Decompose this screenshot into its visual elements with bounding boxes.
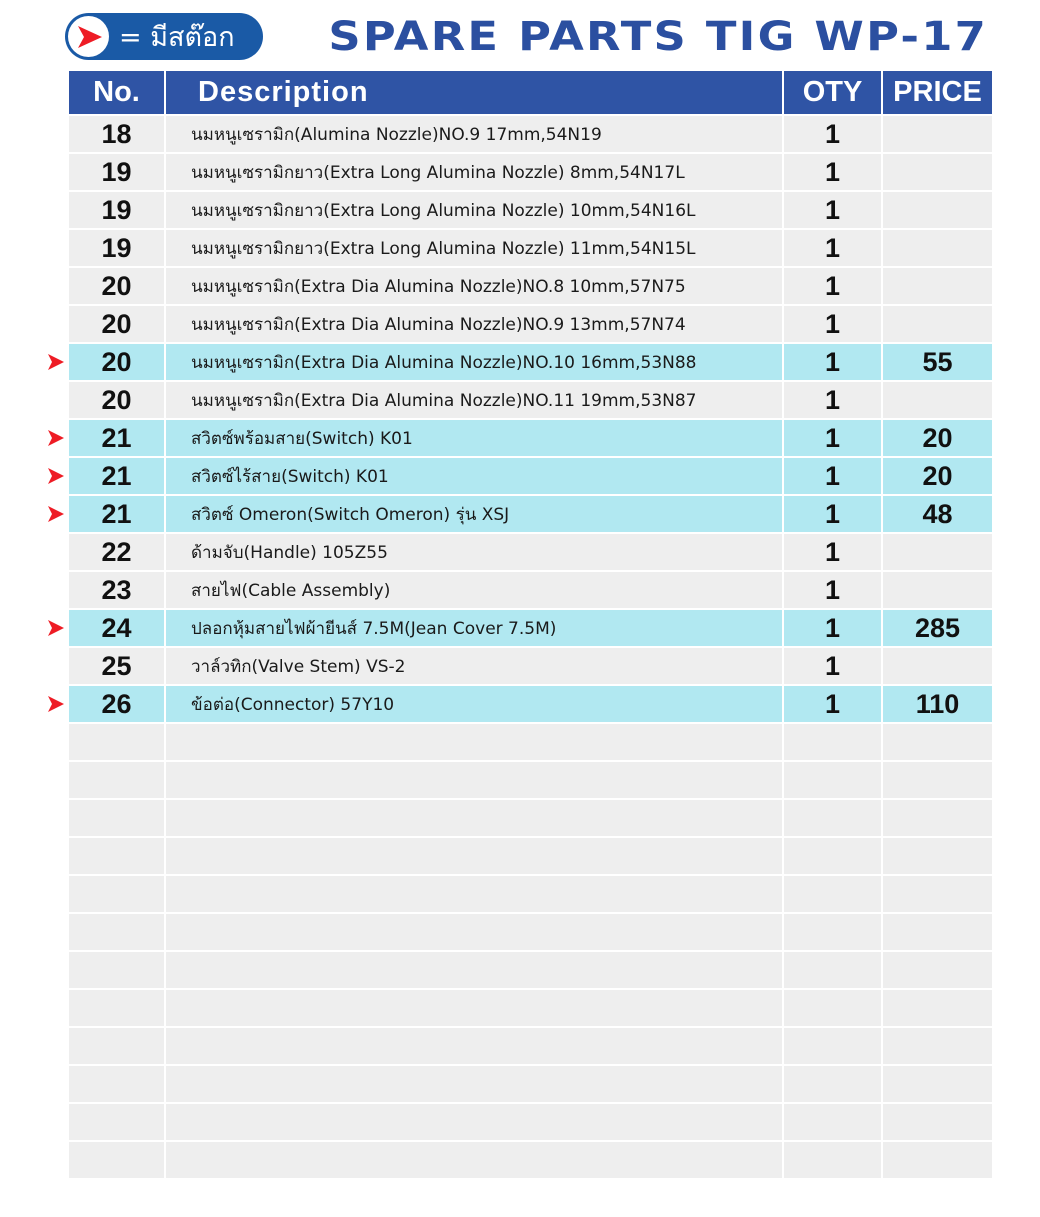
table-row [69,1066,992,1102]
cell-no [69,914,164,950]
cell-qty: 1 [784,496,881,532]
cell-price: 285 [883,610,992,646]
cell-description: นมหนูเซรามิกยาว(Extra Long Alumina Nozzle) 8mm,54N17L [166,154,782,190]
table-row [69,724,992,760]
cell-qty: 1 [784,230,881,266]
cell-qty [784,952,881,988]
table-row [69,952,992,988]
cell-description [166,838,782,874]
cell-no: 20 [69,306,164,342]
cell-description: นมหนูเซรามิก(Extra Dia Alumina Nozzle)NO.10 16mm,53N88 [166,344,782,380]
cell-description: นมหนูเซรามิก(Extra Dia Alumina Nozzle)NO.8 10mm,57N75 [166,268,782,304]
table-row [69,496,992,532]
cell-price: 110 [883,686,992,722]
cell-description [166,1028,782,1064]
cell-description: ด้ามจับ(Handle) 105Z55 [166,534,782,570]
cell-description: สวิตซ์ Omeron(Switch Omeron) รุ่น XSJ [166,496,782,532]
cell-no [69,724,164,760]
cell-description [166,1142,782,1178]
cell-no: 20 [69,382,164,418]
cell-price [883,648,992,684]
cell-price [883,306,992,342]
cell-qty: 1 [784,268,881,304]
cell-description: นมหนูเซรามิกยาว(Extra Long Alumina Nozzle) 10mm,54N16L [166,192,782,228]
cell-price: 20 [883,458,992,494]
table-row [69,382,992,418]
cell-no [69,838,164,874]
cell-no: 19 [69,192,164,228]
in-stock-arrow-icon [47,467,65,485]
legend-label: = มีสต๊อก [119,22,235,53]
cell-qty [784,1142,881,1178]
cell-no: 26 [69,686,164,722]
cell-description [166,762,782,798]
cell-price [883,1028,992,1064]
cell-no: 20 [69,268,164,304]
table-row [69,648,992,684]
cell-qty: 1 [784,344,881,380]
table-row [69,1142,992,1178]
cell-price: 48 [883,496,992,532]
cell-description [166,952,782,988]
cell-qty [784,914,881,950]
cell-price [883,952,992,988]
cell-qty [784,876,881,912]
cell-price [883,876,992,912]
cell-no: 23 [69,572,164,608]
table-row [69,876,992,912]
cell-price [883,990,992,1026]
cell-qty: 1 [784,534,881,570]
cell-qty: 1 [784,458,881,494]
in-stock-arrow-icon [47,429,65,447]
cell-description: นมหนูเซรามิก(Extra Dia Alumina Nozzle)NO.11 19mm,53N87 [166,382,782,418]
table-row [69,686,992,722]
cell-no: 21 [69,496,164,532]
in-stock-arrow-icon [47,695,65,713]
cell-no [69,952,164,988]
cell-price [883,382,992,418]
cell-description [166,1066,782,1102]
cell-qty: 1 [784,648,881,684]
cell-qty: 1 [784,116,881,152]
stock-legend [65,13,263,60]
cell-no: 21 [69,420,164,456]
cell-price: 20 [883,420,992,456]
cell-no: 20 [69,344,164,380]
cell-no [69,990,164,1026]
cell-price [883,230,992,266]
cell-no [69,800,164,836]
cell-no: 18 [69,116,164,152]
table-row [69,458,992,494]
table-row [69,1104,992,1140]
table-row [69,838,992,874]
table-row [69,572,992,608]
cell-price [883,534,992,570]
cell-price: 55 [883,344,992,380]
red-arrow-icon [75,23,103,51]
cell-no: 24 [69,610,164,646]
table-row [69,762,992,798]
table-row [69,610,992,646]
cell-description: ปลอกหุ้มสายไฟผ้ายีนส์ 7.5M(Jean Cover 7.5M) [166,610,782,646]
cell-description [166,876,782,912]
cell-description: นมหนูเซรามิก(Alumina Nozzle)NO.9 17mm,54N19 [166,116,782,152]
cell-description: นมหนูเซรามิกยาว(Extra Long Alumina Nozzle) 11mm,54N15L [166,230,782,266]
table-row [69,192,992,228]
table-row [69,306,992,342]
cell-description [166,1104,782,1140]
cell-description: นมหนูเซรามิก(Extra Dia Alumina Nozzle)NO.9 13mm,57N74 [166,306,782,342]
table-row [69,914,992,950]
cell-price [883,116,992,152]
cell-qty [784,1104,881,1140]
cell-no: 21 [69,458,164,494]
cell-no [69,1142,164,1178]
cell-qty [784,990,881,1026]
cell-description: วาล์วทิก(Valve Stem) VS-2 [166,648,782,684]
cell-qty [784,800,881,836]
table-row [69,116,992,152]
cell-no [69,762,164,798]
cell-price [883,724,992,760]
cell-description [166,724,782,760]
cell-price [883,800,992,836]
cell-description: ข้อต่อ(Connector) 57Y10 [166,686,782,722]
table-row [69,230,992,266]
cell-no: 19 [69,154,164,190]
cell-no: 22 [69,534,164,570]
table-header [69,71,992,114]
cell-qty: 1 [784,572,881,608]
cell-qty [784,838,881,874]
in-stock-arrow-icon [47,619,65,637]
cell-no: 25 [69,648,164,684]
cell-description: สายไฟ(Cable Assembly) [166,572,782,608]
cell-qty: 1 [784,686,881,722]
table-row [69,344,992,380]
cell-price [883,914,992,950]
cell-description [166,914,782,950]
cell-price [883,192,992,228]
cell-price [883,762,992,798]
cell-qty [784,1066,881,1102]
cell-qty: 1 [784,154,881,190]
cell-price [883,154,992,190]
cell-price [883,1104,992,1140]
cell-price [883,1142,992,1178]
cell-qty: 1 [784,610,881,646]
cell-qty: 1 [784,420,881,456]
cell-price [883,1066,992,1102]
cell-description: สวิตซ์พร้อมสาย(Switch) K01 [166,420,782,456]
cell-qty: 1 [784,382,881,418]
cell-no [69,1028,164,1064]
cell-description [166,800,782,836]
page-title: SPARE PARTS TIG WP-17 [328,14,988,60]
cell-price [883,572,992,608]
cell-qty: 1 [784,306,881,342]
header-price: PRICE [883,71,992,114]
cell-price [883,268,992,304]
in-stock-arrow-icon [47,505,65,523]
cell-no: 19 [69,230,164,266]
cell-qty [784,1028,881,1064]
table-row [69,154,992,190]
table-row [69,990,992,1026]
cell-description [166,990,782,1026]
header-no: No. [69,71,164,114]
parts-table [69,71,992,1180]
table-row [69,1028,992,1064]
legend-icon-circle [68,16,109,57]
table-body [69,116,992,1178]
cell-qty: 1 [784,192,881,228]
table-row [69,800,992,836]
cell-no [69,1104,164,1140]
cell-qty [784,762,881,798]
header-qty: OTY [784,71,881,114]
cell-description: สวิตซ์ไร้สาย(Switch) K01 [166,458,782,494]
cell-no [69,1066,164,1102]
table-row [69,268,992,304]
cell-qty [784,724,881,760]
table-row [69,420,992,456]
cell-no [69,876,164,912]
table-row [69,534,992,570]
cell-price [883,838,992,874]
header-description: Description [166,71,782,114]
in-stock-arrow-icon [47,353,65,371]
